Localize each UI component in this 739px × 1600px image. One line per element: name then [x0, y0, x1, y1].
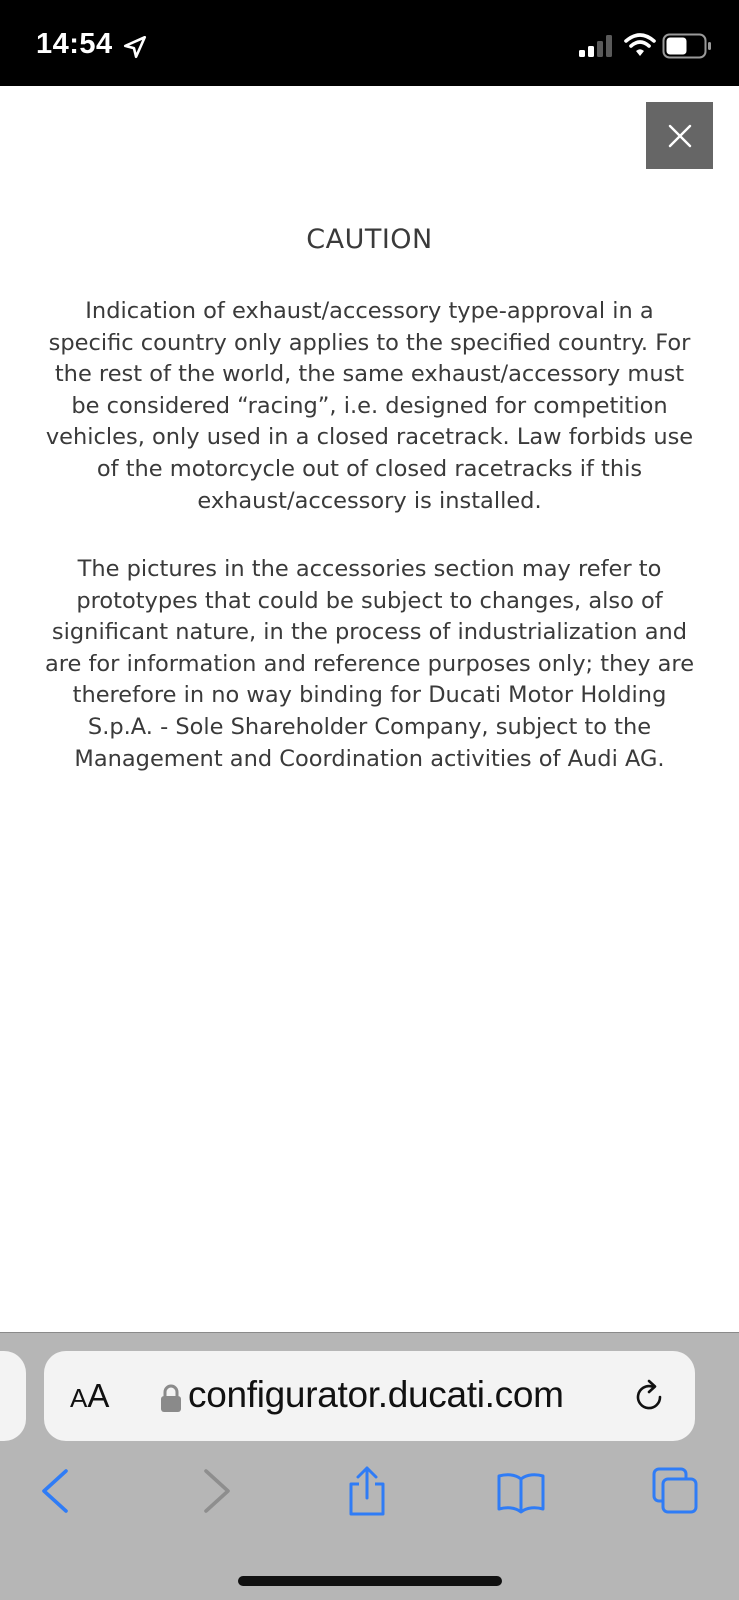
- battery-icon: [662, 33, 712, 59]
- browser-toolbar: [0, 1332, 739, 1600]
- status-bar: [0, 0, 739, 86]
- url-text[interactable]: configurator.ducati.com: [188, 1374, 564, 1415]
- share-button[interactable]: [342, 1465, 392, 1517]
- home-indicator: [238, 1576, 502, 1586]
- reload-icon[interactable]: [630, 1377, 668, 1415]
- close-button[interactable]: [646, 102, 713, 169]
- caution-modal: [0, 86, 739, 1332]
- forward-button[interactable]: [190, 1465, 240, 1517]
- address-bar[interactable]: [44, 1351, 695, 1441]
- lock-icon: [160, 1383, 182, 1413]
- close-icon: [666, 122, 694, 150]
- wifi-icon: [624, 32, 656, 58]
- modal-title: CAUTION: [306, 224, 433, 255]
- bookmarks-button[interactable]: [496, 1465, 546, 1517]
- text-size-button[interactable]: AA: [70, 1377, 110, 1414]
- back-button[interactable]: [32, 1465, 82, 1517]
- pictures-disclaimer: The pictures in the accessories section may refer to prototypes that could be subject to changes, also of significant nature, in the process of industrialization and are for information and reference purposes only; they are therefore in no way binding for Ducati Motor Holding S.p.A. - Sole Shareholder Company, subject to the Management and Coordination activities of Audi AG.: [44, 556, 695, 772]
- location-arrow-icon: [122, 34, 148, 60]
- status-time: 14:54: [36, 28, 113, 60]
- previous-tab-preview[interactable]: [0, 1351, 26, 1441]
- type-approval-notice: Indication of exhaust/accessory type-approval in a specific country only applies to the specified country. For the rest of the world, the same exhaust/accessory must be considered “racing”, i.e. designed for competition vehicles, only used in a closed racetrack. Law forbids use of the motorcycle out of closed racetracks if this exhaust/accessory is installed.: [45, 298, 694, 514]
- cellular-signal-icon: [578, 34, 614, 58]
- tabs-button[interactable]: [650, 1465, 700, 1517]
